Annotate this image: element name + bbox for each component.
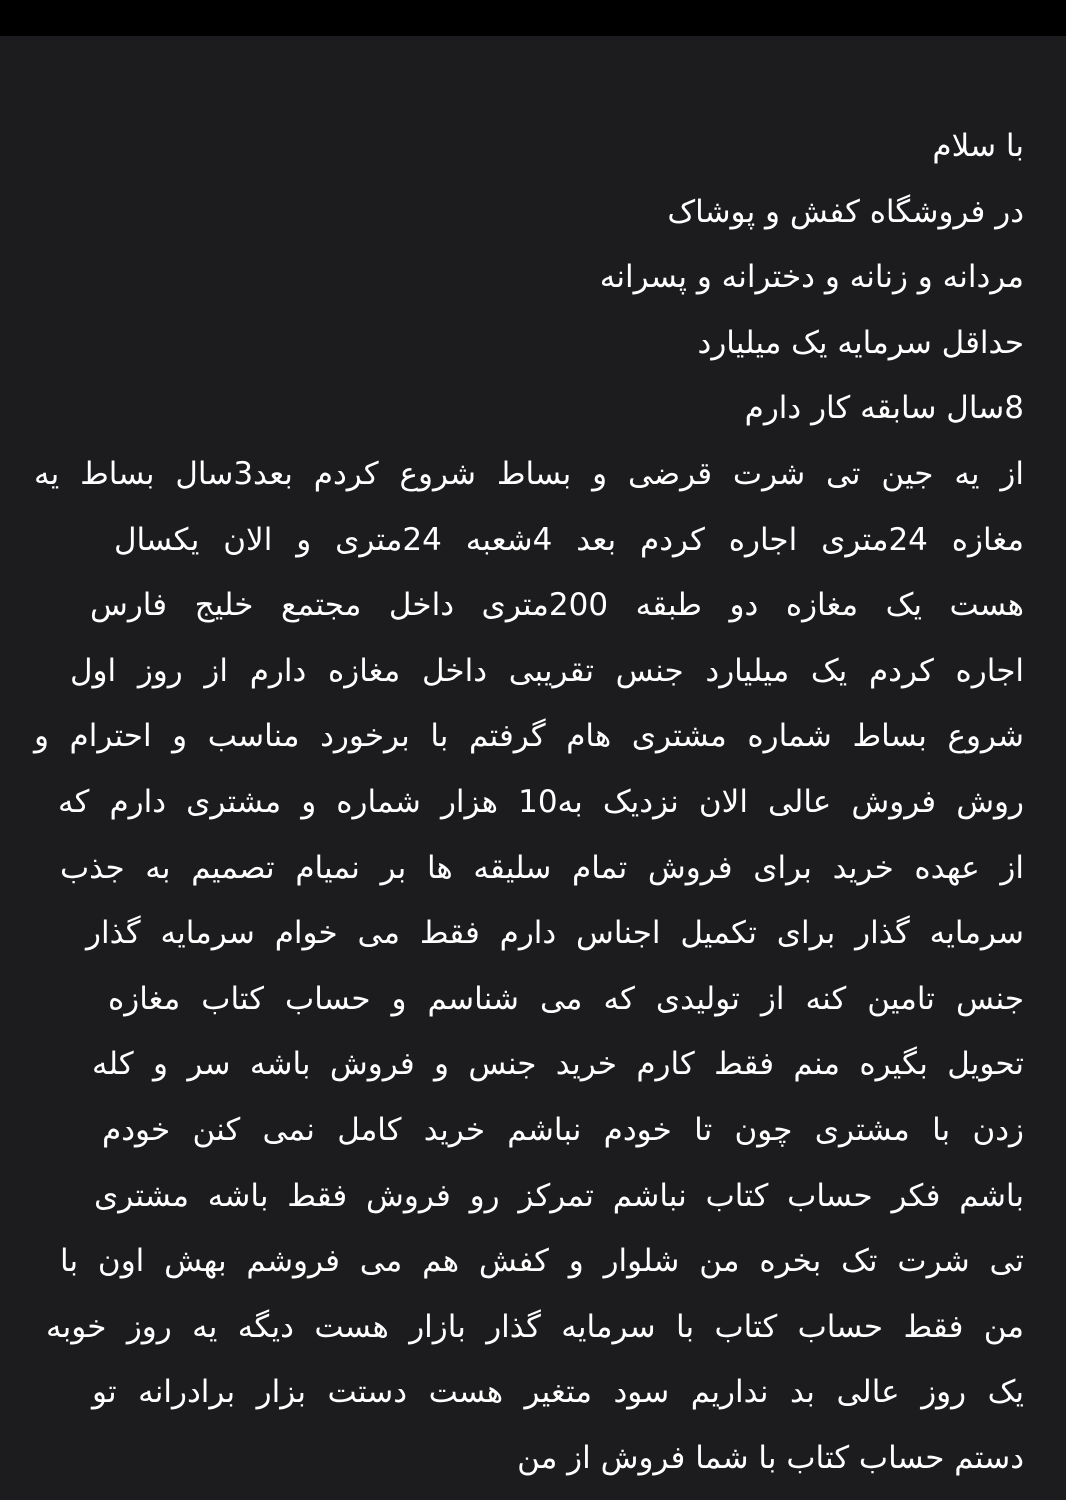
note-line: حداقل سرمایه یک میلیارد xyxy=(697,324,1024,361)
note-line: من فقط حساب کتاب با سرمایه گذار بازار هست دیگه یه روز خوبه xyxy=(46,1308,1024,1345)
note-line: دستم حساب کتاب با شما فروش از من xyxy=(517,1439,1024,1476)
note-line: از یه جین تی شرت قرضی و بساط شروع کردم بعد3سال بساط یه xyxy=(34,455,1025,492)
note-line: با سلام xyxy=(932,128,1024,164)
note-body[interactable] xyxy=(34,114,1024,1491)
note-screen xyxy=(0,36,1066,1500)
note-line: از عهده خرید برای فروش تمام سلیقه ها بر نمیام تصمیم به جذب xyxy=(60,849,1024,886)
note-line: زدن با مشتری چون تا خودم نباشم خرید کامل نمی کنن خودم xyxy=(102,1111,1024,1148)
note-line: شروع بساط شماره مشتری هام گرفتم با برخورد مناسب و احترام و xyxy=(34,718,1024,755)
note-line: 8سال سابقه کار دارم xyxy=(744,390,1024,427)
note-line: سرمایه گذار برای تکمیل اجناس دارم فقط می خوام سرمایه گذار xyxy=(86,915,1024,952)
note-line: روش فروش عالی الان نزدیک به10 هزار شماره و مشتری دارم که xyxy=(58,783,1024,820)
note-line: هست یک مغازه دو طبقه 200متری داخل مجتمع خلیج فارس xyxy=(90,587,1024,624)
note-line: باشم فکر حساب کتاب نباشم تمرکز رو فروش فقط باشه مشتری xyxy=(94,1177,1024,1214)
note-line: یک روز عالی بد نداریم سود متغیر هست دستت بزار برادرانه تو xyxy=(92,1374,1024,1411)
note-line: تحویل بگیره منم فقط کارم خرید جنس و فروش باشه سر و کله xyxy=(92,1046,1024,1083)
note-line: مغازه 24متری اجاره کردم بعد 4شعبه 24متری و الان یکسال xyxy=(114,521,1024,558)
note-line: اجاره کردم یک میلیارد جنس تقریبی داخل مغازه دارم از روز اول xyxy=(70,652,1024,689)
note-line: جنس تامین کنه از تولیدی که می شناسم و حساب کتاب مغازه xyxy=(108,980,1024,1017)
note-line: مردانه و زنانه و دخترانه و پسرانه xyxy=(599,259,1024,296)
note-line: در فروشگاه کفش و پوشاک xyxy=(667,193,1024,230)
note-line: تی شرت تک بخره من شلوار و کفش هم می فروشم بهش اون با xyxy=(60,1243,1024,1280)
